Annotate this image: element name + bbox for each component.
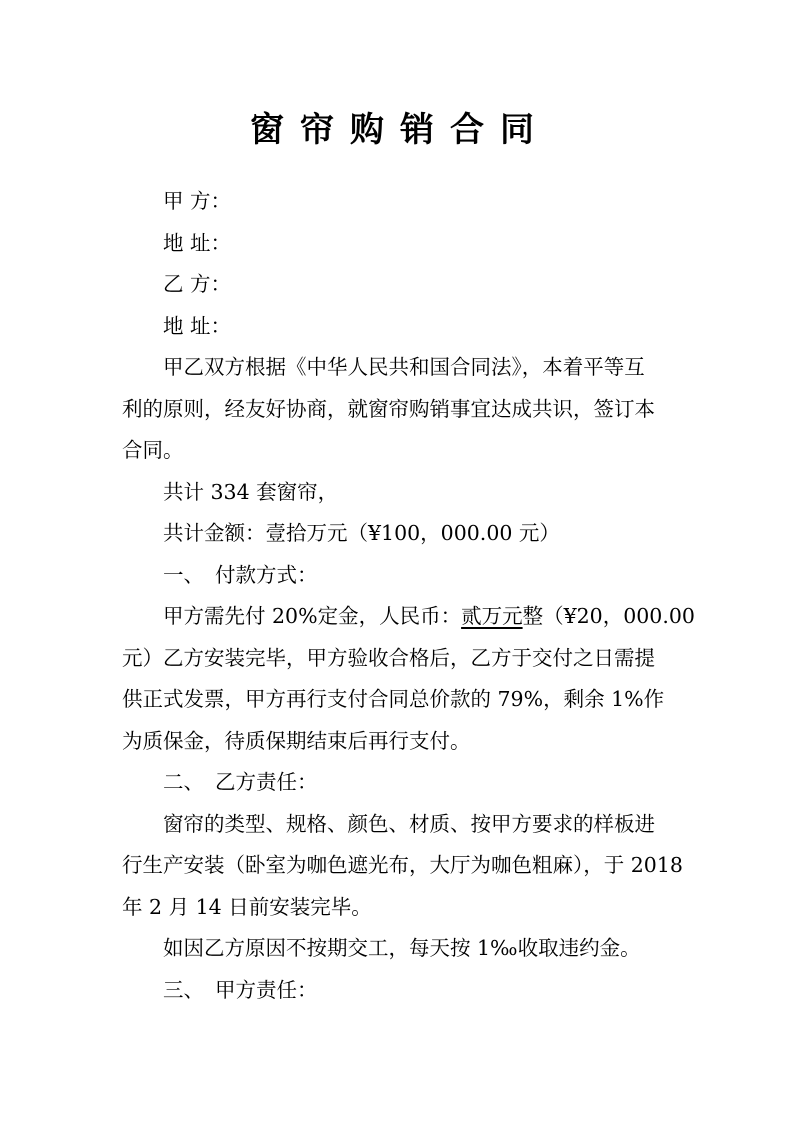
page-title: 窗帘购销合同: [250, 110, 550, 150]
section-2-title: 乙方责任：: [215, 770, 318, 794]
section-1-heading: [122, 555, 682, 597]
section-1-number: 一、: [163, 562, 204, 587]
section-1-title: 付款方式：: [215, 562, 318, 587]
party-a-label: 甲 方：: [163, 189, 232, 213]
deposit-text-tail: 整（¥20，000.00: [522, 604, 695, 628]
section-1-line: 为质保金，待质保期结束后再行支付。: [122, 728, 471, 753]
party-b-label: 乙 方：: [163, 272, 232, 296]
preamble-line: 甲乙双方根据《中华人民共和国合同法》，本着平等互: [163, 355, 645, 379]
contract-body: [122, 181, 695, 1011]
total-amount: 共计金额：壹拾万元（¥100，000.00 元）: [163, 521, 560, 545]
deposit-text: 甲方需先付 20%定金，人民币：: [163, 604, 462, 628]
preamble-line: 合同。: [122, 438, 184, 462]
address-a-label: 地 址：: [163, 230, 232, 255]
section-3-title: 甲方责任：: [215, 977, 318, 1002]
section-3-heading: [122, 970, 682, 1012]
section-2-line: 行生产安装（卧室为咖色遮光布，大厅为咖色粗麻），于 2018: [122, 853, 683, 877]
section-1-line: 元）乙方安装完毕，甲方验收合格后，乙方于交付之日需提: [122, 645, 655, 670]
address-b-label: 地 址：: [163, 313, 232, 338]
penalty-clause: 如因乙方原因不按期交工，每天按 1‰收取违约金。: [163, 936, 641, 960]
section-2-number: 二、: [163, 770, 204, 794]
section-2-line: 年 2 月 14 日前安装完毕。: [122, 894, 372, 919]
section-1-line: [122, 596, 695, 638]
section-3-number: 三、: [163, 977, 204, 1002]
section-1-line: 供正式发票，甲方再行支付合同总价款的 79%，剩余 1%作: [122, 687, 665, 711]
preamble-line: 利的原则，经友好协商，就窗帘购销事宜达成共识，签订本: [122, 396, 655, 421]
section-2-heading: [122, 762, 682, 804]
section-2-line: 窗帘的类型、规格、颜色、材质、按甲方要求的样板进: [163, 811, 655, 836]
deposit-amount-underlined: 贰万元: [461, 604, 523, 628]
total-sets: 共计 334 套窗帘，: [163, 479, 339, 504]
